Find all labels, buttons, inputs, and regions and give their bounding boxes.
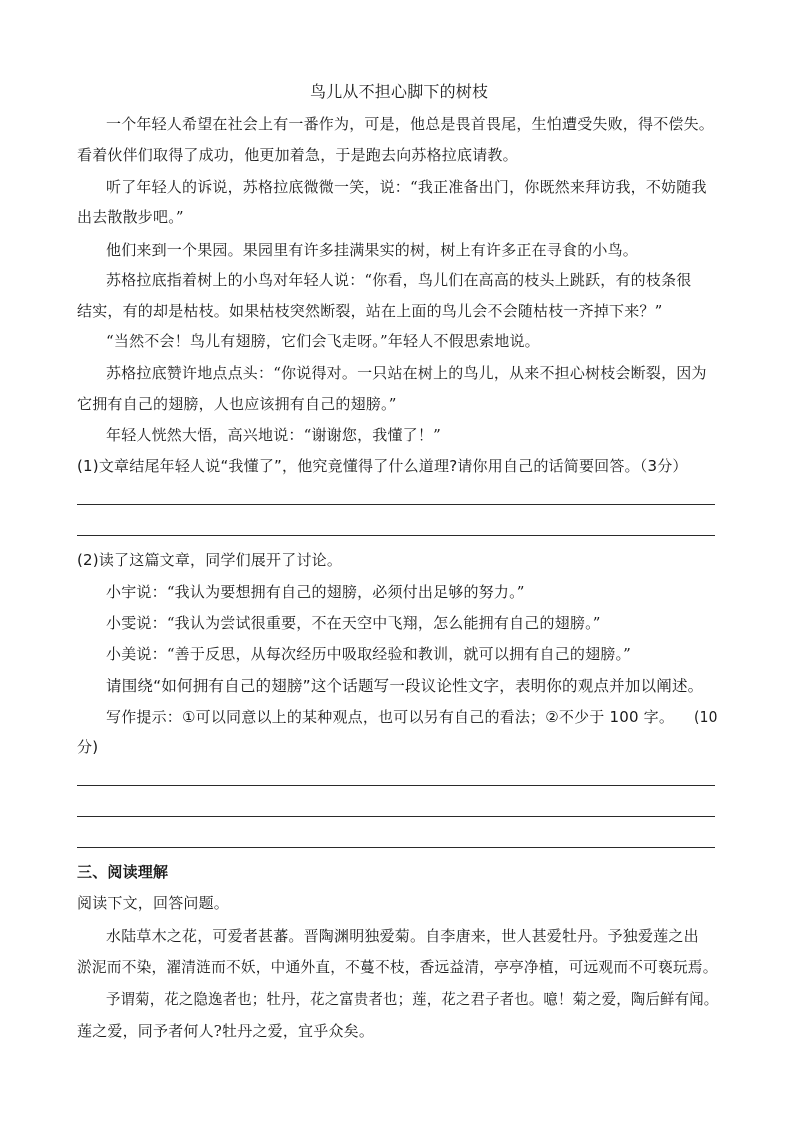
story-line-10: 它拥有自己的翅膀，人也应该拥有自己的翅膀。” (77, 395, 397, 413)
view-text-xiaomei: “善于反思，从每次经历中吸取经验和教训，就可以拥有自己的翅膀。” (166, 645, 632, 663)
view-xiaowen (106, 613, 601, 633)
answer-line-q2-3[interactable] (77, 847, 715, 848)
story-line-8: “当然不会！鸟儿有翅膀，它们会飞走呀。”年轻人不假思索地说。 (106, 332, 540, 350)
story-line-9: 苏格拉底赞许地点点头：“你说得对。一只站在树上的鸟儿，从来不担心树枝会断裂，因为 (106, 364, 707, 382)
answer-line-q1-1[interactable] (77, 504, 715, 505)
story-line-5: 他们来到一个果园。果园里有许多挂满果实的树，树上有许多正在寻食的小鸟。 (106, 241, 639, 259)
writing-hint: 写作提示：①可以同意以上的某种观点，也可以另有自己的看法；②不少于 100 字。 (106, 708, 675, 726)
story-line-4: 出去散散步吧。” (77, 208, 184, 226)
article-title: 鸟儿从不担心脚下的树枝 (310, 82, 489, 101)
speaker-xiaoyu: 小宇说： (106, 583, 167, 601)
section-3-heading: 三、阅读理解 (77, 863, 169, 881)
passage-line-2: 淤泥而不染，濯清涟而不妖，中通外直，不蔓不枝，香远益清，亭亭净植，可远观而不可亵玩焉。 (77, 958, 718, 976)
story-line-6: 苏格拉底指着树上的小鸟对年轻人说：“你看，鸟儿们在高高的枝头上跳跃，有的枝条很 (106, 271, 692, 289)
speaker-xiaowen: 小雯说： (106, 614, 167, 632)
story-line-1: 一个年轻人希望在社会上有一番作为，可是，他总是畏首畏尾，生怕遭受失败，得不偿失。 (106, 115, 715, 133)
section-3-instruction: 阅读下文，回答问题。 (77, 894, 230, 912)
passage-line-3: 予谓菊，花之隐逸者也；牡丹，花之富贵者也；莲，花之君子者也。噫！菊之爱，陶后鲜有闻。 (106, 990, 719, 1008)
passage-line-1: 水陆草木之花，可爱者甚蕃。晋陶渊明独爱菊。自李唐来，世人甚爱牡丹。予独爱莲之出 (106, 927, 699, 945)
passage-line-4: 莲之爱，同予者何人?牡丹之爱，宜乎众矣。 (77, 1022, 375, 1040)
writing-prompt: 请围绕“如何拥有自己的翅膀”这个话题写一段议论性文字，表明你的观点并加以阐述。 (106, 677, 704, 695)
answer-line-q1-2[interactable] (77, 535, 715, 536)
question-1: (1)文章结尾年轻人说“我懂了”，他究竟懂得了什么道理?请你用自己的话简要回答。（3分） (77, 457, 688, 475)
story-line-11: 年轻人恍然大悟，高兴地说：“谢谢您，我懂了！” (106, 426, 441, 444)
view-text-xiaoyu: “我认为要想拥有自己的翅膀，必须付出足够的努力。” (166, 583, 525, 601)
story-line-2: 看着伙伴们取得了成功，他更加着急，于是跑去向苏格拉底请教。 (77, 146, 518, 164)
score-part-b: 分) (77, 738, 99, 756)
score-part-a: (10 (694, 708, 718, 726)
speaker-xiaomei: 小美说： (106, 645, 167, 663)
view-text-xiaowen: “我认为尝试很重要，不在天空中飞翔，怎么能拥有自己的翅膀。” (166, 614, 601, 632)
answer-line-q2-1[interactable] (77, 785, 715, 786)
view-xiaoyu (106, 582, 525, 602)
story-line-7: 结实，有的却是枯枝。如果枯枝突然断裂，站在上面的鸟儿会不会随枯枝一齐掉下来？” (77, 302, 663, 320)
story-line-3: 听了年轻人的诉说，苏格拉底微微一笑，说：“我正准备出门，你既然来拜访我，不妨随我 (106, 178, 707, 196)
view-xiaomei (106, 644, 631, 664)
question-2-intro: (2)读了这篇文章，同学们展开了讨论。 (77, 551, 343, 569)
answer-line-q2-2[interactable] (77, 816, 715, 817)
